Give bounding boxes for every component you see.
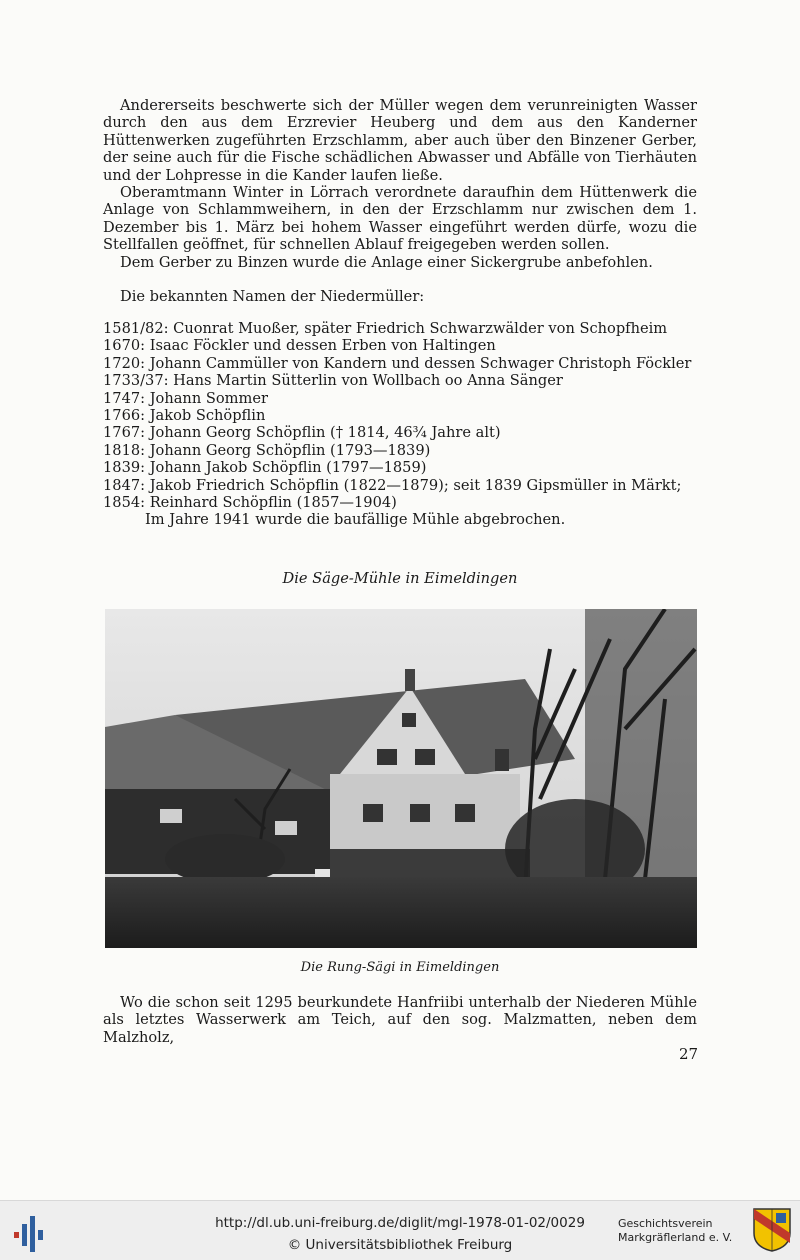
body-text-bottom <box>103 994 697 1046</box>
paragraph: Andererseits beschwerte sich der Müller wegen dem verunreinigten Wasser durch den aus dem Erzrevier Heuberg und dem aus den Kanderner Hüttenwerken zugeführten Erzschlamm, aber auch über den Binzener Gerber, der seine auch für die Fische schädlichen Abwasser und Abfälle von Tierhäuten und der Lohpresse in die Kander laufen ließe. <box>103 97 697 184</box>
list-item: 1818: Johann Georg Schöpflin (1793—1839) <box>103 441 431 459</box>
coat-of-arms-icon[interactable] <box>752 1207 792 1253</box>
document-url-link[interactable]: http://dl.ub.uni-freiburg.de/diglit/mgl-1978-01-02/0029 <box>215 1215 585 1231</box>
list-item: 1720: Johann Cammüller von Kandern und dessen Schwager Christoph Föckler <box>103 354 692 372</box>
body-text-top <box>103 97 697 271</box>
copyright-text: © Universitätsbibliothek Freiburg <box>287 1237 513 1253</box>
org-name[interactable] <box>618 1217 732 1245</box>
mill-photograph <box>105 609 697 948</box>
list-item: 1839: Johann Jakob Schöpflin (1797—1859) <box>103 459 427 477</box>
list-item: 1581/82: Cuonrat Muoßer, später Friedrich Schwarzwälder von Schopfheim <box>103 320 668 337</box>
list-intro <box>103 288 697 305</box>
list-item: 1766: Jakob Schöpflin <box>103 407 266 425</box>
list-item: 1747: Johann Sommer <box>103 389 268 407</box>
list-item: 1767: Johann Georg Schöpflin († 1814, 46¾ Jahre alt) <box>103 424 501 442</box>
list-item: 1670: Isaac Föckler und dessen Erben von Haltingen <box>103 337 496 355</box>
paragraph: Dem Gerber zu Binzen wurde die Anlage einer Sickergrube anbefohlen. <box>120 253 653 271</box>
viewer-footer <box>0 1200 800 1260</box>
closing-sentence: Im Jahre 1941 wurde die baufällige Mühle abgebrochen. <box>145 511 566 529</box>
miller-list <box>103 320 697 529</box>
paragraph: Oberamtmann Winter in Lörrach verordnete daraufhin dem Hüttenwerk die Anlage von Schlammweihern, in den der Erzschlamm nur zwischen dem 1. Dezember bis 1. März bei hohem Wasser eingeführt werden dürfe, wozu die Stellfallen geöffnet, für schnellen Ablauf freigegeben werden sollen. <box>103 184 697 254</box>
list-item: 1847: Jakob Friedrich Schöpflin (1822—1879); seit 1839 Gipsmüller in Märkt; <box>103 476 682 494</box>
list-intro-text: Die bekannten Namen der Niedermüller: <box>120 288 425 305</box>
paragraph: Wo die schon seit 1295 beurkundete Hanfriibi unterhalb der Niederen Mühle als letztes Wasserwerk am Teich, auf den sog. Malzmatten, neben dem Malzholz, <box>103 994 697 1046</box>
list-item: 1733/37: Hans Martin Sütterlin von Wollbach oo Anna Sänger <box>103 372 563 390</box>
page-number: 27 <box>679 1045 699 1063</box>
org-name-line1: Geschichtsverein <box>618 1217 713 1230</box>
list-item: 1854: Reinhard Schöpflin (1857—1904) <box>103 494 397 512</box>
photo-caption: Die Rung-Sägi in Eimeldingen <box>300 960 500 975</box>
org-name-line2: Markgräflerland e. V. <box>618 1231 733 1244</box>
section-heading: Die Säge-Mühle in Eimeldingen <box>282 570 518 587</box>
